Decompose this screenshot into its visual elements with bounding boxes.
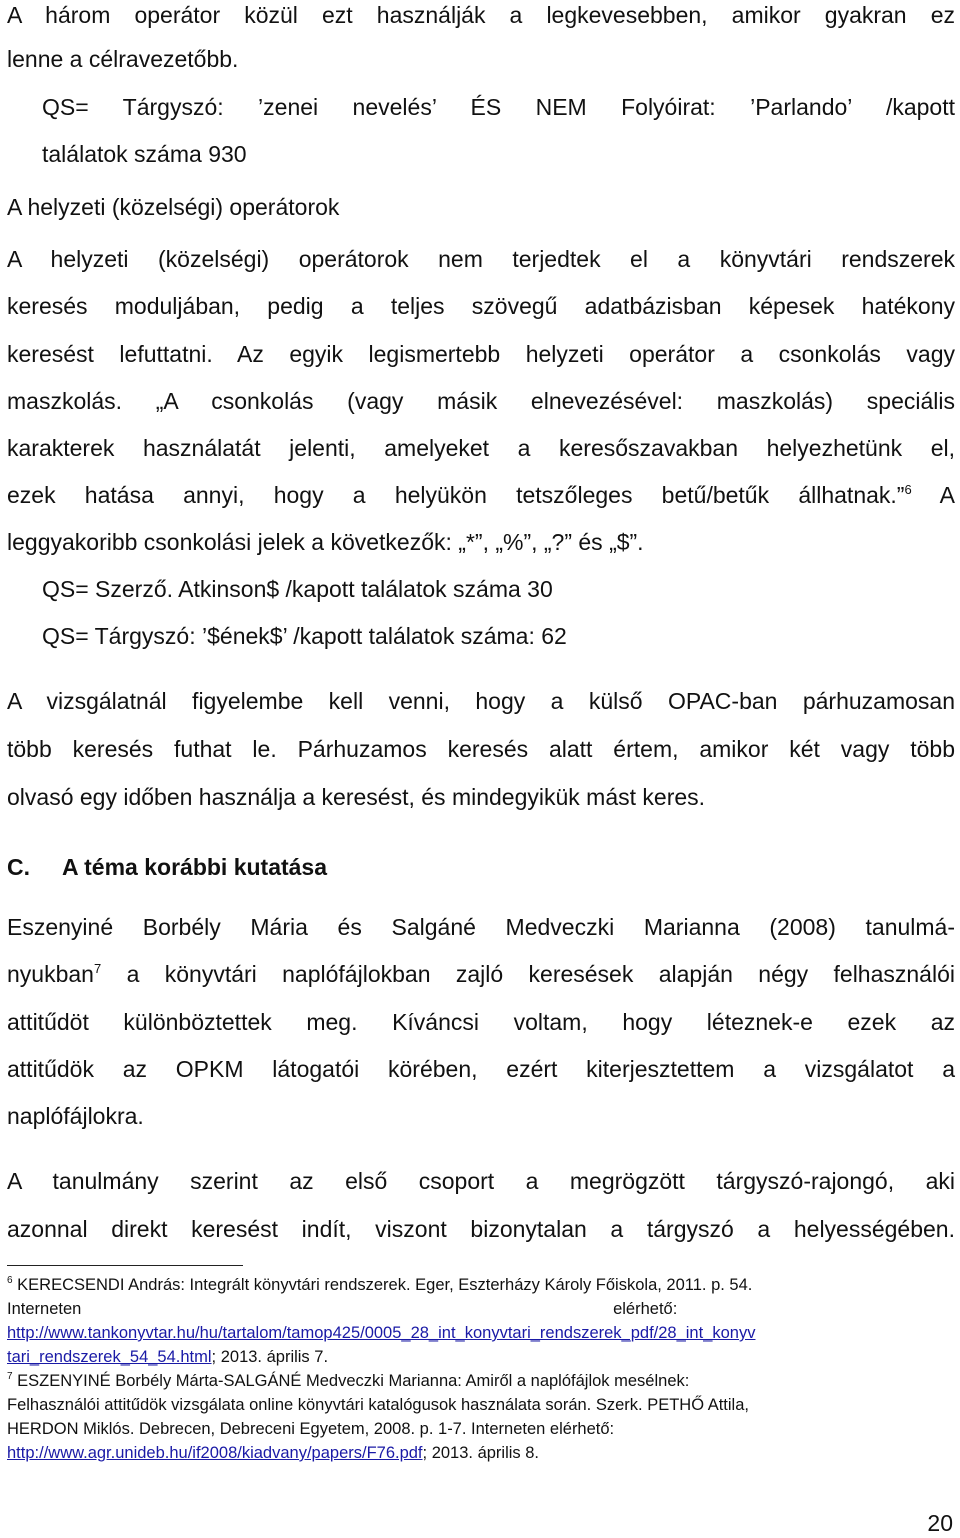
paragraph-5-line: azonnal direkt keresést indít, viszont bizonytalan a tárgyszó a helyességében. — [7, 1216, 955, 1242]
paragraph-2-line: leggyakoribb csonkolási jelek a következők: „*”, „%”, „?” és „$”. — [7, 529, 644, 555]
paragraph-4-line: attitűdök az OPKM látogatói körében, ezért kiterjesztettem a vizsgálatot a — [7, 1056, 955, 1082]
paragraph-2-line: A helyzeti (közelségi) operátorok nem terjedtek el a könyvtári rendszerek — [7, 246, 955, 272]
footnote-6-line — [7, 1323, 955, 1343]
footnote-6-line: Interneten elérhető: — [7, 1300, 678, 1318]
query-line: QS= Tárgyszó: ’zenei nevelés’ ÉS NEM Folyóirat: ’Parlando’ /kapott — [42, 94, 955, 120]
query-line: QS= Szerző. Atkinson$ /kapott találatok száma 30 — [42, 576, 553, 602]
footnote-text: ; 2013. április 7. — [211, 1348, 329, 1366]
paragraph-2-line: keresés moduljában, pedig a teljes szövegű adatbázisban képesek hatékony — [7, 293, 955, 319]
paragraph-2-line: maszkolás. „A csonkolás (vagy másik elnevezésével: maszkolás) speciális — [7, 388, 955, 414]
paragraph-2-line: karakterek használatát jelenti, amelyeket a keresőszavakban helyezhetünk el, — [7, 435, 955, 461]
footnote-number: 7 — [7, 1371, 13, 1382]
paragraph-4-line: naplófájlokra. — [7, 1103, 144, 1129]
paragraph-4-line — [7, 959, 955, 989]
footnote-divider — [7, 1265, 243, 1266]
paragraph-4-line: attitűdöt különböztettek meg. Kíváncsi voltam, hogy léteznek-e ezek az — [7, 1009, 955, 1035]
paragraph-2-line — [7, 480, 955, 510]
paragraph-5-line: A tanulmány szerint az első csoport a megrögzött tárgyszó-rajongó, aki — [7, 1168, 955, 1194]
paragraph-2-line: keresést lefuttatni. Az egyik legismertebb helyzeti operátor a csonkolás vagy — [7, 341, 955, 367]
footnote-text: ESZENYINÉ Borbély Márta-SALGÁNÉ Medveczki Marianna: Amiről a naplófájlok mesélnek: — [12, 1372, 690, 1390]
footnote-7-line: Felhasználói attitűdök vizsgálata online könyvtári katalógusok használata során. Szerk. PETHŐ Attila, — [7, 1396, 749, 1414]
footnote-6-line — [7, 1275, 955, 1295]
paragraph-3-line: több keresés futhat le. Párhuzamos keresés alatt értem, amikor két vagy több — [7, 736, 955, 762]
footnote-6-link[interactable]: tari_rendszerek_54_54.html — [7, 1348, 212, 1366]
footnote-ref-7[interactable]: 7 — [93, 961, 102, 976]
footnote-7-line — [7, 1371, 955, 1391]
paragraph-4-line: Eszenyiné Borbély Mária és Salgáné Medveczki Marianna (2008) tanulmá- — [7, 914, 955, 940]
section-number: C. — [7, 854, 30, 880]
footnote-number: 6 — [7, 1275, 13, 1286]
query-line: QS= Tárgyszó: ’$ének$’ /kapott találatok száma: 62 — [42, 623, 567, 649]
footnote-6-link[interactable]: http://www.tankonyvtar.hu/hu/tartalom/tamop425/0005_28_int_konyvtari_rendszerek_pdf/28_int_konyv — [7, 1324, 756, 1342]
paragraph-3-line: A vizsgálatnál figyelembe kell venni, hogy a külső OPAC-ban párhuzamosan — [7, 688, 955, 714]
paragraph-1-line: lenne a célravezetőbb. — [7, 46, 239, 72]
paragraph-4-text: nyukban — [7, 961, 94, 987]
footnote-text: KERECSENDI András: Integrált könyvtári rendszerek. Eger, Eszterházy Károly Főiskola, 2011. p. 54. — [12, 1276, 753, 1294]
section-title: A téma korábbi kutatása — [62, 854, 328, 880]
footnote-7-link[interactable]: http://www.agr.unideb.hu/if2008/kiadvany/papers/F76.pdf — [7, 1444, 423, 1462]
footnote-7-line: HERDON Miklós. Debrecen, Debreceni Egyetem, 2008. p. 1-7. Interneten elérhető: — [7, 1420, 615, 1438]
page-number: 20 — [927, 1510, 953, 1536]
paragraph-2-text: A — [911, 482, 955, 508]
paragraph-4-text: a könyvtári naplófájlokban zajló keresések alapján négy felhasználói — [101, 961, 955, 987]
subheading: A helyzeti (közelségi) operátorok — [7, 194, 340, 220]
paragraph-3-line: olvasó egy időben használja a keresést, és mindegyikük mást keres. — [7, 784, 706, 810]
footnote-6-line — [7, 1347, 955, 1367]
query-line: találatok száma 930 — [42, 141, 247, 167]
paragraph-1-line: A három operátor közül ezt használják a legkevesebben, amikor gyakran ez — [7, 2, 955, 28]
paragraph-2-text: ezek hatása annyi, hogy a helyükön tetszőleges betű/betűk állhatnak.” — [7, 482, 905, 508]
footnote-7-line — [7, 1443, 955, 1463]
section-heading — [7, 852, 955, 882]
footnote-ref-6[interactable]: 6 — [904, 482, 912, 497]
footnote-text: ; 2013. április 8. — [422, 1444, 540, 1462]
